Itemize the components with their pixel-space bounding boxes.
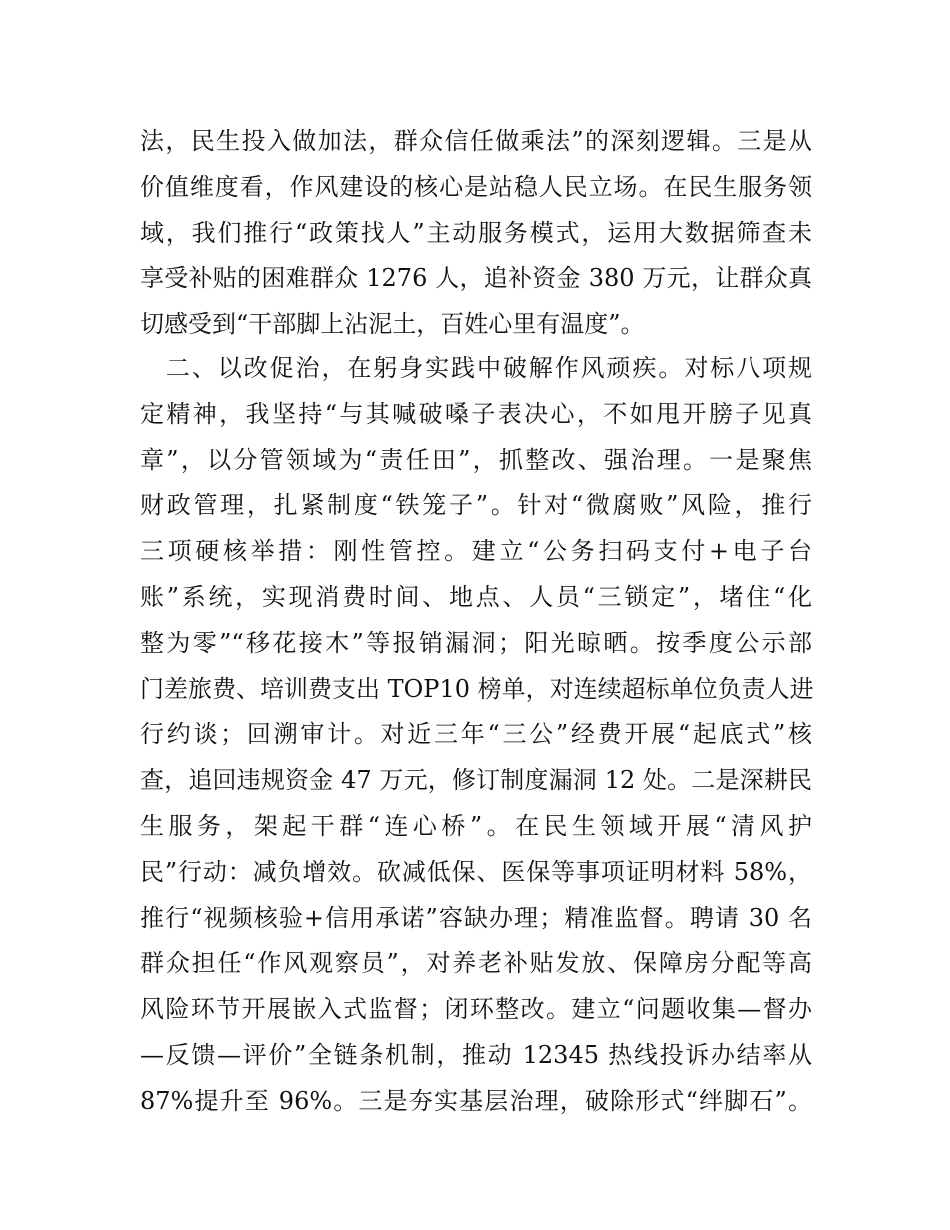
text-line: 法，民生投入做加法，群众信任做乘法”的深刻逻辑。三是从 [140, 127, 812, 155]
text-line: 享受补贴的困难群众 1276 人，追补资金 380 万元，让群众真 [140, 264, 812, 293]
text-line: 二、以改促治，在躬身实践中破解作风顽疾。对标八项规 [140, 354, 812, 382]
text-line: 价值维度看，作风建设的核心是站稳人民立场。在民生服务领 [140, 172, 812, 201]
text-line: 民”行动：减负增效。砍减低保、医保等事项证明材料 58%， [140, 857, 812, 886]
text-line: 账”系统，实现消费时间、地点、人员“三锁定”，堵住“化 [140, 582, 812, 611]
text-line: 行约谈；回溯审计。对近三年“三公”经费开展“起底式”核 [140, 720, 812, 749]
text-line: 切感受到“干部脚上沾泥土，百姓心里有温度”。 [140, 310, 645, 339]
paragraph-section-two [140, 346, 812, 1125]
text-line: 门差旅费、培训费支出 TOP10 榜单，对连续超标单位负责人进 [140, 674, 814, 703]
text-line: 风险环节开展嵌入式监督；闭环整改。建立“问题收集—督办 [140, 995, 812, 1024]
text-line: —反馈—评价”全链条机制，推动 12345 热线投诉办结率从 [140, 1040, 812, 1069]
text-line: 定精神，我坚持“与其喊破嗓子表决心，不如甩开膀子见真 [140, 399, 812, 428]
text-line: 财政管理，扎紧制度“铁笼子”。针对“微腐败”风险，推行 [140, 491, 812, 520]
text-line: 查，追回违规资金 47 万元，修订制度漏洞 12 处。二是深耕民 [140, 766, 812, 795]
text-line: 整为零”“移花接木”等报销漏洞；阳光晾晒。按季度公示部 [140, 628, 812, 657]
text-line: 三项硬核举措：刚性管控。建立“公务扫码支付+电子台 [140, 537, 812, 566]
text-line: 域，我们推行“政策找人”主动服务模式，运用大数据筛查未 [140, 218, 812, 247]
text-line: 群众担任“作风观察员”，对养老补贴发放、保障房分配等高 [140, 949, 812, 978]
text-line: 推行“视频核验+信用承诺”容缺办理；精准监督。聘请 30 名 [140, 903, 812, 932]
text-line: 章”，以分管领域为“责任田”，抓整改、强治理。一是聚焦 [140, 445, 812, 474]
text-line: 生服务，架起干群“连心桥”。在民生领域开展“清风护 [140, 811, 812, 840]
paragraph-continued [140, 119, 812, 348]
text-line: 87%提升至 96%。三是夯实基层治理，破除形式“绊脚石”。 [140, 1086, 812, 1115]
